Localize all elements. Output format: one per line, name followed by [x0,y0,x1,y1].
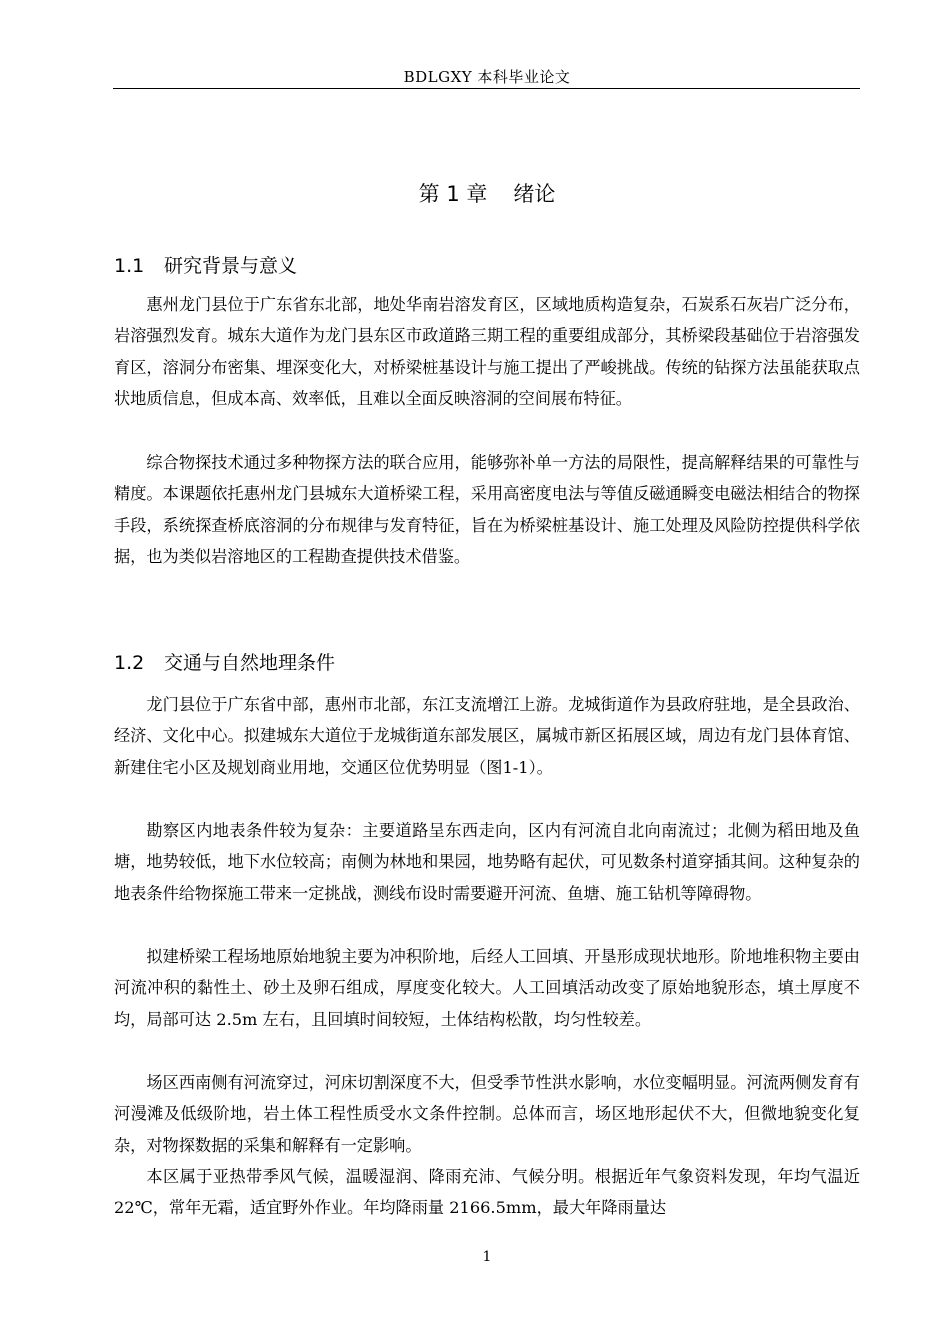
section-heading-1-2 [114,648,335,678]
page-number: 1 [482,1249,492,1265]
chapter-title: 绪论 [513,182,556,206]
section-heading-1-1 [114,251,297,281]
paragraph: 拟建桥梁工程场地原始地貌主要为冲积阶地，后经人工回填、开垦形成现状地形。阶地堆积物主要由河流冲积的黏性土、砂土及卵石组成，厚度变化较大。人工回填活动改变了原始地貌形态，填土厚度不均，局部可达 2.5m 左右，且回填时间较短，土体结构松散，均匀性较差。 [114,947,860,1029]
chapter-number: 第 1 章 [418,182,488,206]
section-number: 1.1 [114,255,145,277]
paragraph: 场区西南侧有河流穿过，河床切割深度不大，但受季节性洪水影响，水位变幅明显。河流两侧发育有河漫滩及低级阶地，岩土体工程性质受水文条件控制。总体而言，场区地形起伏不大，但微地貌变化复杂，对物探数据的采集和解释有一定影响。 [114,1073,860,1155]
section-title: 交通与自然地理条件 [164,652,336,674]
section-title: 研究背景与意义 [164,255,298,277]
chapter-heading [114,178,860,210]
running-header: BDLGXY 本科毕业论文 [403,68,571,86]
paragraph: 综合物探技术通过多种物探方法的联合应用，能够弥补单一方法的局限性，提高解释结果的可靠性与精度。本课题依托惠州龙门县城东大道桥梁工程，采用高密度电法与等值反磁通瞬变电磁法相结合的物探手段，系统探查桥底溶洞的分布规律与发育特征，旨在为桥梁桩基设计、施工处理及风险防控提供科学依据，也为类似岩溶地区的工程勘查提供技术借鉴。 [114,453,860,567]
paragraph: 惠州龙门县位于广东省东北部，地处华南岩溶发育区，区域地质构造复杂，石炭系石灰岩广泛分布，岩溶强烈发育。城东大道作为龙门县东区市政道路三期工程的重要组成部分，其桥梁段基础位于岩溶强发育区，溶洞分布密集、埋深变化大，对桥梁桩基设计与施工提出了严峻挑战。传统的钻探方法虽能获取点状地质信息，但成本高、效率低，且难以全面反映溶洞的空间展布特征。 [114,295,860,409]
paragraph: 勘察区内地表条件较为复杂：主要道路呈东西走向，区内有河流自北向南流过；北侧为稻田地及鱼塘，地势较低，地下水位较高；南侧为林地和果园，地势略有起伏，可见数条村道穿插其间。这种复杂的地表条件给物探施工带来一定挑战，测线布设时需要避开河流、鱼塘、施工钻机等障碍物。 [114,821,860,903]
paragraph: 龙门县位于广东省中部，惠州市北部，东江支流增江上游。龙城街道作为县政府驻地，是全县政治、经济、文化中心。拟建城东大道位于龙城街道东部发展区，属城市新区拓展区域，周边有龙门县体育馆、新建住宅小区及规划商业用地，交通区位优势明显（图1-1）。 [114,695,860,777]
header-divider [113,88,860,89]
paragraph: 本区属于亚热带季风气候，温暖湿润、降雨充沛、气候分明。根据近年气象资料发现，年均气温近 22℃，常年无霜，适宜野外作业。年均降雨量 2166.5mm，最大年降雨量达 [114,1167,860,1218]
section-number: 1.2 [114,652,145,674]
